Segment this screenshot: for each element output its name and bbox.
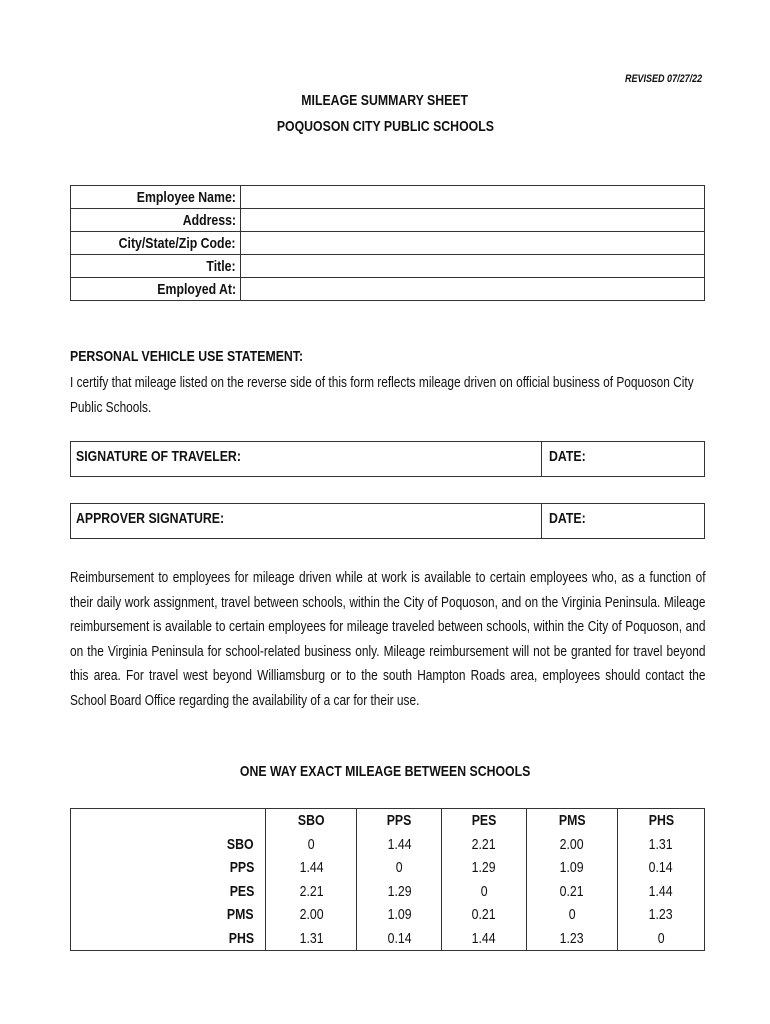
mileage-cell: 0 [442, 880, 527, 904]
column-header: PPS [357, 809, 442, 833]
mileage-cell: 1.44 [266, 856, 357, 880]
mileage-cell: 1.44 [618, 880, 705, 904]
traveler-signature-label: SIGNATURE OF TRAVELER: [76, 448, 241, 465]
column-header: PES [442, 809, 527, 833]
mileage-table [70, 808, 705, 951]
mileage-cell: 0.14 [618, 856, 705, 880]
mileage-cell: 1.29 [442, 856, 527, 880]
mileage-cell: 1.23 [526, 927, 617, 951]
traveler-signature-box [70, 441, 705, 477]
mileage-cell: 0 [266, 833, 357, 857]
corner-cell [71, 809, 266, 833]
mileage-cell: 1.23 [618, 903, 705, 927]
city-state-zip-field[interactable] [241, 232, 705, 255]
column-header: PHS [618, 809, 705, 833]
mileage-cell: 1.31 [266, 927, 357, 951]
mileage-cell: 1.09 [526, 856, 617, 880]
row-header: PMS [227, 906, 255, 924]
statement-line-1: I certify that mileage listed on the reverse side of this form reflects mileage driven on official business of Poquoson City [70, 375, 694, 391]
title-label: Title: [71, 255, 241, 278]
employed-at-row [71, 278, 705, 301]
mileage-cell: 2.21 [442, 833, 527, 857]
mileage-cell: 0 [526, 903, 617, 927]
approver-signature-label: APPROVER SIGNATURE: [76, 510, 225, 527]
table-row [71, 856, 705, 880]
employee-name-label: Employee Name: [71, 186, 241, 209]
city-state-zip-row [71, 232, 705, 255]
row-header: PHS [228, 929, 255, 947]
statement-line-2: Public Schools. [70, 400, 152, 416]
mileage-cell: 1.31 [618, 833, 705, 857]
address-row [71, 209, 705, 232]
form-title: MILEAGE SUMMARY SHEET [301, 92, 469, 109]
mileage-cell: 2.21 [266, 880, 357, 904]
mileage-cell: 1.09 [357, 903, 442, 927]
approver-signature-box [70, 503, 705, 539]
statement-body [70, 371, 705, 421]
employee-name-row [71, 186, 705, 209]
title-row [71, 255, 705, 278]
organization-title: POQUOSON CITY PUBLIC SCHOOLS [276, 118, 494, 135]
employee-info-table [70, 185, 705, 301]
mileage-cell: 1.44 [442, 927, 527, 951]
mileage-cell: 1.44 [357, 833, 442, 857]
mileage-cell: 0.21 [442, 903, 527, 927]
revised-date: REVISED 07/27/22 [624, 73, 702, 85]
employee-name-field[interactable] [241, 186, 705, 209]
column-header: PMS [526, 809, 617, 833]
table-row [71, 880, 705, 904]
statement-heading: PERSONAL VEHICLE USE STATEMENT: [70, 348, 304, 365]
mileage-table-title: ONE WAY EXACT MILEAGE BETWEEN SCHOOLS [239, 763, 531, 780]
mileage-cell: 2.00 [266, 903, 357, 927]
address-label: Address: [71, 209, 241, 232]
mileage-cell: 2.00 [526, 833, 617, 857]
title-field[interactable] [241, 255, 705, 278]
mileage-cell: 0.21 [526, 880, 617, 904]
row-header: PES [229, 882, 255, 900]
reimbursement-paragraph: Reimbursement to employees for mileage driven while at work is available to certain employees who, as a function of their daily work assignment, travel between schools, within the City of Poquoson, and on the Virginia Peninsula. Mileage reimbursement is available to certain employees for mileage traveled between schools, within the City of Poquoson, and on the Virginia Peninsula for school-related business only. Mileage reimbursement will not be granted for travel beyond this area. For travel west beyond Williamsburg or to the south Hampton Roads area, employees should contact the School Board Office regarding the availability of a car for their use. [70, 570, 706, 709]
approver-date-label: DATE: [549, 510, 586, 527]
row-header: SBO [227, 835, 255, 853]
table-row [71, 927, 705, 951]
address-field[interactable] [241, 209, 705, 232]
employed-at-label: Employed At: [71, 278, 241, 301]
mileage-cell: 0 [618, 927, 705, 951]
traveler-date-label: DATE: [549, 448, 586, 465]
table-row [71, 903, 705, 927]
mileage-cell: 0 [357, 856, 442, 880]
table-row [71, 833, 705, 857]
city-state-zip-label: City/State/Zip Code: [71, 232, 241, 255]
employed-at-field[interactable] [241, 278, 705, 301]
column-header: SBO [266, 809, 357, 833]
row-header: PPS [229, 859, 255, 877]
mileage-cell: 1.29 [357, 880, 442, 904]
mileage-cell: 0.14 [357, 927, 442, 951]
mileage-header-row [71, 809, 705, 833]
